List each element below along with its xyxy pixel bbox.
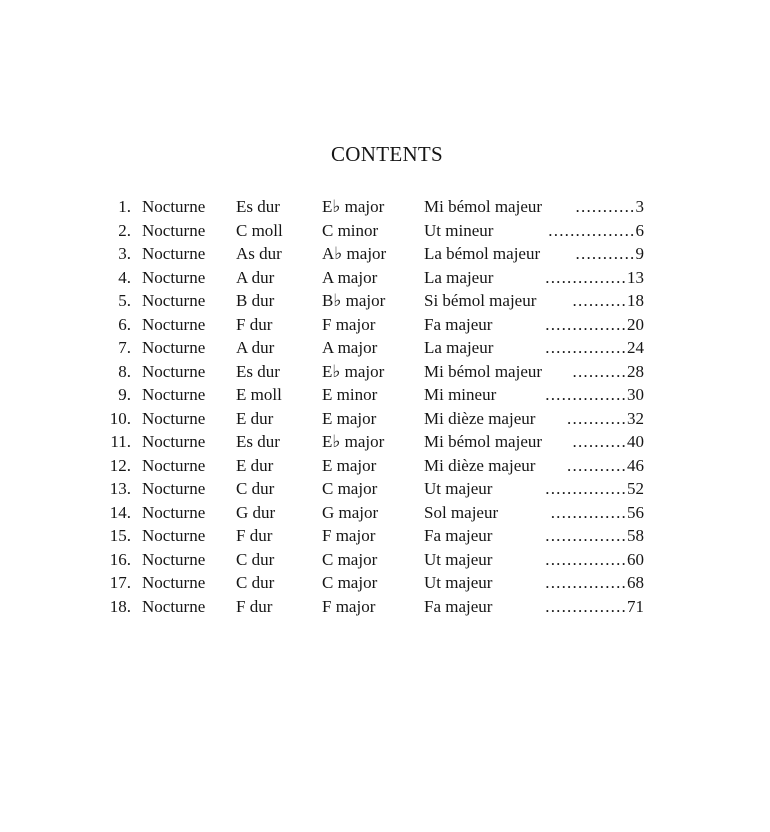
entry-key-english: E minor <box>322 385 378 404</box>
entry-number: 16. <box>109 549 131 569</box>
entry-page-ref <box>576 195 644 219</box>
page-number: 24 <box>627 338 644 357</box>
contents-entry[interactable] <box>0 219 770 243</box>
entry-key-english: A♭ major <box>322 244 387 263</box>
entry-key-english: F major <box>322 526 376 545</box>
contents-entry[interactable] <box>0 477 770 501</box>
entry-key-german: C dur <box>236 549 275 569</box>
entry-number: 9. <box>118 385 131 404</box>
entry-title: Nocturne <box>142 596 206 616</box>
entry-page-ref <box>573 430 645 454</box>
entry-title: Nocturne <box>142 361 206 381</box>
entry-key-english: E major <box>322 408 377 428</box>
entry-key-english: C major <box>322 479 378 498</box>
dot-leader: ............... <box>545 549 627 569</box>
entry-key-french: Mi bémol majeur <box>424 197 543 216</box>
page-number: 13 <box>627 267 644 287</box>
page-number: 3 <box>635 197 644 216</box>
page-number: 28 <box>627 361 644 381</box>
entry-number: 11. <box>110 432 131 451</box>
entry-title: Nocturne <box>142 244 206 263</box>
entry-title: Nocturne <box>142 479 206 498</box>
entry-page-ref <box>545 266 644 290</box>
contents-entry[interactable] <box>0 313 770 337</box>
contents-entry[interactable] <box>0 548 770 572</box>
entry-number: 6. <box>118 314 131 334</box>
entry-key-german: Es dur <box>236 361 280 381</box>
entry-key-french: La bémol majeur <box>424 244 541 263</box>
contents-entry[interactable] <box>0 195 770 219</box>
entry-key-french: Mi dièze majeur <box>424 455 536 475</box>
entry-key-german: E dur <box>236 408 274 428</box>
page-number: 40 <box>627 432 644 451</box>
entry-key-german: E dur <box>236 455 274 475</box>
entry-key-german: A dur <box>236 338 275 357</box>
entry-title: Nocturne <box>142 455 206 475</box>
entry-key-german: F dur <box>236 596 273 616</box>
entry-key-german: E moll <box>236 385 282 404</box>
dot-leader: ........... <box>575 197 636 216</box>
page-number: 46 <box>627 455 644 475</box>
entry-number: 17. <box>109 573 131 592</box>
entry-key-german: Es dur <box>236 197 280 216</box>
page-number: 6 <box>635 220 644 240</box>
entry-key-english: A major <box>322 267 378 287</box>
entry-title: Nocturne <box>142 408 206 428</box>
dot-leader: ............... <box>545 526 627 545</box>
page-number: 20 <box>627 314 644 334</box>
entry-key-french: Mi dièze majeur <box>424 408 536 428</box>
entry-key-french: Mi bémol majeur <box>424 432 543 451</box>
contents-entry[interactable] <box>0 595 770 619</box>
entry-page-ref <box>576 242 644 266</box>
entry-key-german: C dur <box>236 573 275 592</box>
entry-page-ref <box>545 571 644 595</box>
contents-entry[interactable] <box>0 242 770 266</box>
entry-number: 4. <box>118 267 131 287</box>
page-number: 58 <box>627 526 644 545</box>
entry-key-german: C dur <box>236 479 275 498</box>
entry-key-french: Ut majeur <box>424 573 493 592</box>
dot-leader: .......... <box>572 291 627 310</box>
entry-title: Nocturne <box>142 338 206 357</box>
entry-number: 15. <box>109 526 131 545</box>
entry-title: Nocturne <box>142 197 206 216</box>
entry-key-french: Ut majeur <box>424 549 493 569</box>
dot-leader: ........... <box>575 244 636 263</box>
entry-title: Nocturne <box>142 385 206 404</box>
page-number: 60 <box>627 549 644 569</box>
entry-key-english: E♭ major <box>322 197 385 216</box>
contents-entry[interactable] <box>0 289 770 313</box>
entry-key-french: Fa majeur <box>424 314 493 334</box>
entry-number: 18. <box>109 596 131 616</box>
entry-title: Nocturne <box>142 526 206 545</box>
contents-list <box>0 195 770 618</box>
entry-key-french: Fa majeur <box>424 596 493 616</box>
contents-entry[interactable] <box>0 383 770 407</box>
entry-page-ref <box>545 336 644 360</box>
entry-key-french: Fa majeur <box>424 526 493 545</box>
page-number: 18 <box>627 291 644 310</box>
page-number: 71 <box>627 596 644 616</box>
contents-entry[interactable] <box>0 430 770 454</box>
entry-page-ref <box>573 360 645 384</box>
page-number: 68 <box>627 573 644 592</box>
entry-page-ref <box>551 501 644 525</box>
entry-key-german: B dur <box>236 291 275 310</box>
entry-key-french: La majeur <box>424 338 494 357</box>
entry-key-german: A dur <box>236 267 275 287</box>
dot-leader: ............... <box>545 267 627 287</box>
entry-page-ref <box>545 313 644 337</box>
entry-key-french: Ut mineur <box>424 220 494 240</box>
entry-page-ref <box>567 407 644 431</box>
entry-title: Nocturne <box>142 220 206 240</box>
entry-number: 10. <box>109 408 131 428</box>
entry-key-english: C major <box>322 573 378 592</box>
entry-number: 7. <box>118 338 131 357</box>
contents-entry[interactable] <box>0 360 770 384</box>
entry-page-ref <box>545 595 644 619</box>
entry-number: 1. <box>118 197 131 216</box>
entry-title: Nocturne <box>142 502 206 522</box>
entry-page-ref <box>548 219 644 243</box>
entry-key-german: G dur <box>236 502 276 522</box>
page-number: 32 <box>627 408 644 428</box>
contents-entry[interactable] <box>0 266 770 290</box>
dot-leader: ............... <box>545 314 627 334</box>
contents-entry[interactable] <box>0 336 770 360</box>
entry-key-english: E major <box>322 455 377 475</box>
entry-title: Nocturne <box>142 314 206 334</box>
entry-number: 14. <box>109 502 131 522</box>
dot-leader: ............... <box>545 338 627 357</box>
contents-entry[interactable] <box>0 454 770 478</box>
entry-page-ref <box>545 524 644 548</box>
dot-leader: .............. <box>550 502 627 522</box>
page-number: 56 <box>627 502 644 522</box>
dot-leader: ............... <box>545 385 627 404</box>
entry-title: Nocturne <box>142 573 206 592</box>
contents-entry[interactable] <box>0 571 770 595</box>
dot-leader: ................ <box>548 220 636 240</box>
entry-number: 2. <box>118 220 131 240</box>
contents-entry[interactable] <box>0 407 770 431</box>
entry-key-english: B♭ major <box>322 291 386 310</box>
entry-key-german: Es dur <box>236 432 280 451</box>
entry-page-ref <box>545 548 644 572</box>
entry-key-french: La majeur <box>424 267 494 287</box>
dot-leader: .......... <box>572 361 627 381</box>
entry-key-french: Si bémol majeur <box>424 291 537 310</box>
entry-key-english: A major <box>322 338 378 357</box>
entry-key-english: F major <box>322 596 376 616</box>
entry-page-ref <box>567 454 644 478</box>
entry-page-ref <box>545 383 644 407</box>
dot-leader: ............... <box>545 573 627 592</box>
dot-leader: ........... <box>567 455 627 475</box>
page-number: 9 <box>635 244 644 263</box>
entry-key-french: Sol majeur <box>424 502 499 522</box>
entry-key-english: F major <box>322 314 376 334</box>
dot-leader: ............... <box>545 596 627 616</box>
entry-key-german: F dur <box>236 526 273 545</box>
page-number: 30 <box>627 385 644 404</box>
entry-page-ref <box>573 289 645 313</box>
entry-title: Nocturne <box>142 267 206 287</box>
dot-leader: .......... <box>572 432 627 451</box>
entry-page-ref <box>545 477 644 501</box>
entry-number: 8. <box>118 361 131 381</box>
page-number: 52 <box>627 479 644 498</box>
entry-key-french: Ut majeur <box>424 479 493 498</box>
contents-entry[interactable] <box>0 524 770 548</box>
entry-key-english: G major <box>322 502 379 522</box>
entry-key-german: As dur <box>236 244 282 263</box>
entry-key-german: C moll <box>236 220 283 240</box>
entry-key-french: Mi mineur <box>424 385 497 404</box>
entry-key-german: F dur <box>236 314 273 334</box>
entry-number: 3. <box>118 244 131 263</box>
entry-title: Nocturne <box>142 549 206 569</box>
entry-number: 12. <box>109 455 131 475</box>
entry-title: Nocturne <box>142 432 206 451</box>
entry-key-english: C major <box>322 549 378 569</box>
entry-key-english: E♭ major <box>322 432 385 451</box>
entry-key-french: Mi bémol majeur <box>424 361 543 381</box>
entry-number: 5. <box>118 291 131 310</box>
entry-key-english: C minor <box>322 220 379 240</box>
entry-key-english: E♭ major <box>322 361 385 381</box>
entry-title: Nocturne <box>142 291 206 310</box>
page-title: CONTENTS <box>330 142 444 166</box>
dot-leader: ........... <box>567 408 627 428</box>
dot-leader: ............... <box>545 479 627 498</box>
contents-entry[interactable] <box>0 501 770 525</box>
entry-number: 13. <box>109 479 131 498</box>
